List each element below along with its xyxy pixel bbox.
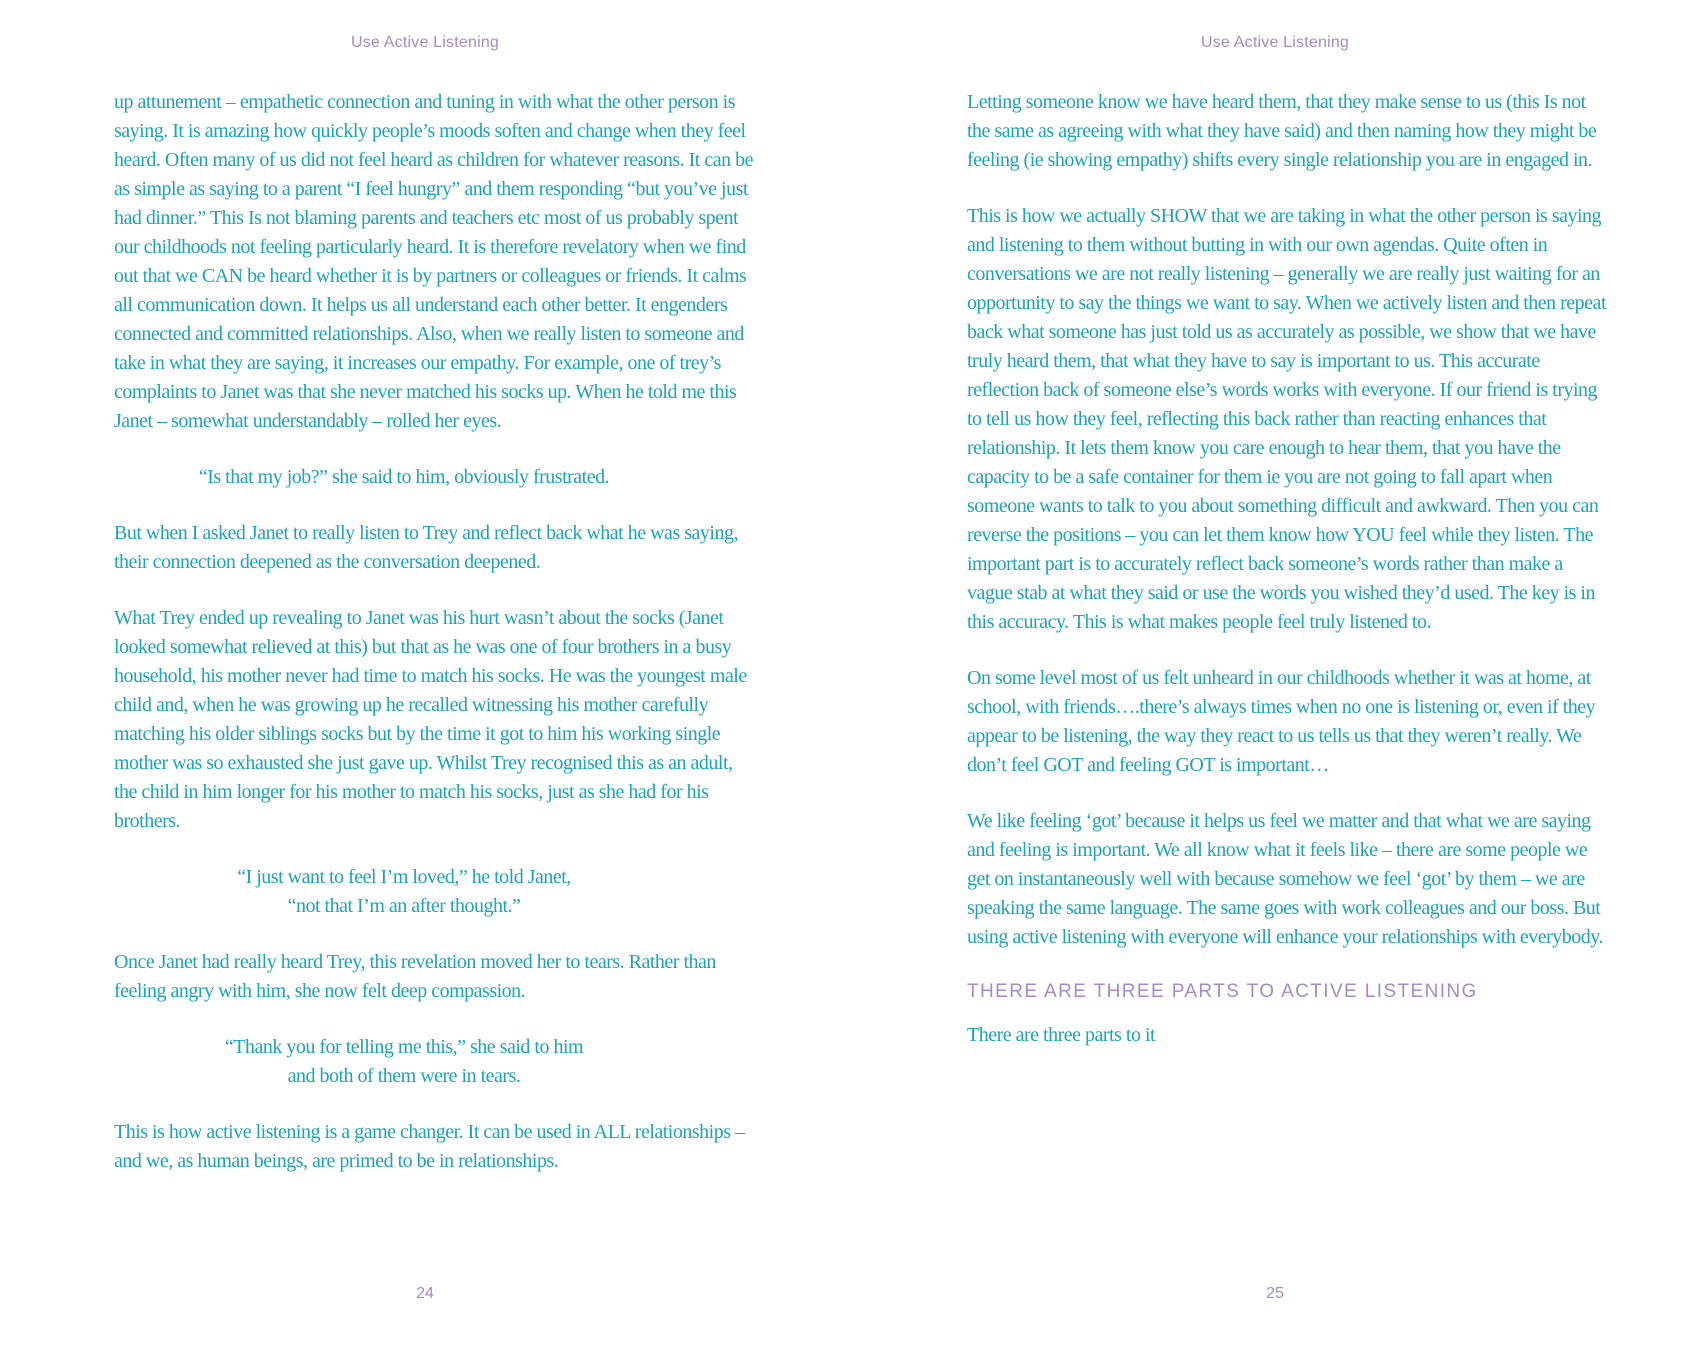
paragraph: But when I asked Janet to really listen to Trey and reflect back what he was saying, their connection deepened as the conversation deepened.	[114, 522, 738, 573]
body-text	[114, 88, 754, 1203]
quote-line: “I just want to feel I’m loved,” he told Janet,	[237, 866, 571, 888]
running-head: Use Active Listening	[350, 34, 500, 51]
paragraph: Once Janet had really heard Trey, this revelation moved her to tears. Rather than feeling angry with him, she now felt deep compassion.	[114, 951, 716, 1002]
quote-line: “Thank you for telling me this,” she said to him	[224, 1036, 584, 1058]
paragraph: What Trey ended up revealing to Janet was his hurt wasn’t about the socks (Janet looked somewhat relieved at this) but that as he was one of four brothers in a busy household, his mother never had time to match his socks. He was the youngest male child and, when he was growing up he recalled witnessing his mother carefully matching his older siblings socks but by the time it got to him his working single mother was so exhausted she just gave up. Whilst Trey recognised this as an adult, the child in him longer for his mother to match his socks, just as she had for his brothers.	[114, 607, 747, 832]
quote-line: “not that I’m an after thought.”	[287, 895, 521, 917]
paragraph: We like feeling ‘got’ because it helps us feel we matter and that what we are saying and feeling is important. We all know what it feels like – there are some people we get on instantaneously well with because somehow we feel ‘got’ by them – we are speaking the same language. The same goes with work colleagues and our boss. But using active listening with everyone will enhance your relationships with everybody.	[967, 810, 1603, 948]
paragraph: Letting someone know we have heard them, that they make sense to us (this Is not the same as agreeing with what they have said) and then naming how they might be feeling (ie showing empathy) shifts every single relationship you are in engaged in.	[967, 91, 1597, 171]
quote-line: and both of them were in tears.	[287, 1065, 521, 1087]
quote: “Is that my job?” she said to him, obviously frustrated.	[198, 466, 610, 488]
quote	[114, 863, 754, 921]
paragraph: There are three parts to it	[967, 1024, 1156, 1046]
paragraph: This is how we actually SHOW that we are taking in what the other person is saying and listening to them without butting in with our own agendas. Quite often in conversations we are not really listening – generally we are really just waiting for an opportunity to say the things we want to say. When we actively listen and then repeat back what someone has just told us as accurately as possible, we show that we have truly heard them, that what they have to say is important to us. This accurate reflection back of someone else’s words works with everyone. If our friend is trying to tell us how they feel, reflecting this back rather than reacting enhances that relationship. It lets them know you care enough to hear them, that you have the capacity to be a safe container for them ie you are not going to fall apart when someone wants to talk to you about something difficult and awkward. Then you can reverse the positions – you can let them know how YOU feel while they listen. The important part is to accurately reflect back someone’s words rather than make a vague stab at what they said or use the words you wished they’d used. The key is in this accuracy. This is what makes people feel truly listened to.	[967, 205, 1606, 633]
page-number: 24	[416, 1285, 434, 1302]
section-heading: THERE ARE THREE PARTS TO ACTIVE LISTENING	[967, 981, 1478, 1002]
paragraph: This is how active listening is a game changer. It can be used in ALL relationships – and we, as human beings, are primed to be in relationships.	[114, 1121, 745, 1172]
body-text	[967, 88, 1607, 1077]
page-number: 25	[1266, 1285, 1284, 1302]
paragraph: up attunement – empathetic connection and tuning in with what the other person is saying. It is amazing how quickly people’s moods soften and change when they feel heard. Often many of us did not feel heard as children for whatever reasons. It can be as simple as saying to a parent “I feel hungry” and them responding “but you’ve just had dinner.” This Is not blaming parents and teachers etc most of us probably spent our childhoods not feeling particularly heard. It is therefore revelatory when we find out that we CAN be heard whether it is by partners or colleagues or friends. It calms all communication down. It helps us all understand each other better. It engenders connected and committed relationships. Also, when we really listen to someone and take in what they are saying, it increases our empathy. For example, one of trey’s complaints to Janet was that she never matched his socks up. When he told me this Janet – somewhat understandably – rolled her eyes.	[114, 91, 753, 432]
paragraph: On some level most of us felt unheard in our childhoods whether it was at home, at school, with friends….there’s always times when no one is listening or, even if they appear to be listening, the way they react to us tells us that they weren’t really. We don’t feel GOT and feeling GOT is important…	[967, 667, 1596, 776]
left-page	[0, 0, 850, 1361]
quote	[114, 1033, 754, 1091]
right-page	[850, 0, 1700, 1361]
running-head: Use Active Listening	[1200, 34, 1350, 51]
